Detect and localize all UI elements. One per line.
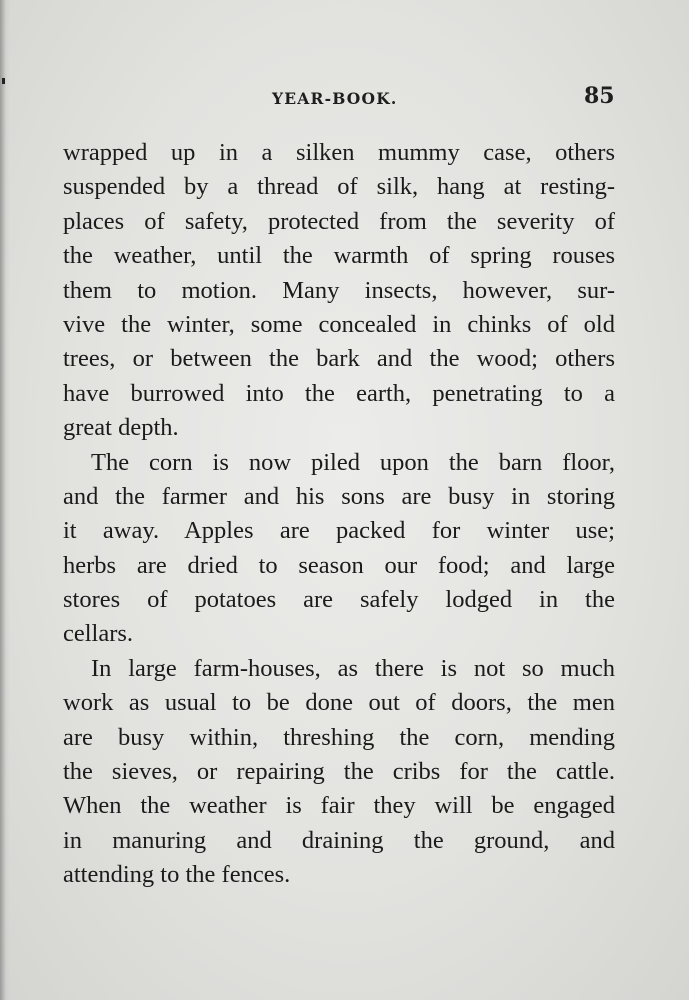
- text-line: great depth.: [63, 414, 179, 442]
- text-line: trees, or between the bark and the wood; others: [63, 345, 615, 373]
- text-line: them to motion. Many insects, however, sur-: [63, 276, 615, 304]
- text-line: vive the winter, some concealed in chinks of old: [63, 310, 615, 338]
- text-line: In large farm-houses, as there is not so much: [91, 654, 615, 682]
- text-line: and the farmer and his sons are busy in storing: [63, 482, 615, 510]
- text-line: The corn is now piled upon the barn floor,: [91, 448, 615, 476]
- text-line: are busy within, threshing the corn, mending: [63, 723, 615, 751]
- text-line: the sieves, or repairing the cribs for the cattle.: [63, 758, 615, 786]
- text-line: it away. Apples are packed for winter use;: [63, 517, 615, 545]
- text-line: in manuring and draining the ground, and: [63, 826, 615, 854]
- text-line: herbs are dried to season our food; and large: [63, 551, 615, 579]
- text-line: places of safety, protected from the severity of: [63, 207, 615, 235]
- text-line: attending to the fences.: [63, 861, 291, 889]
- running-head: YEAR-BOOK.: [272, 89, 398, 108]
- text-line: cellars.: [63, 620, 134, 648]
- text-line: have burrowed into the earth, penetrating to a: [63, 379, 615, 407]
- gutter-shadow: [0, 0, 10, 1000]
- text-line: When the weather is fair they will be engaged: [63, 792, 615, 820]
- text-line: wrapped up in a silken mummy case, others: [63, 139, 615, 166]
- body-text: [63, 136, 615, 893]
- text-line: suspended by a thread of silk, hang at resting-: [63, 173, 615, 201]
- text-line: stores of potatoes are safely lodged in the: [63, 586, 615, 614]
- text-line: work as usual to be done out of doors, the men: [63, 689, 615, 717]
- margin-mark: [2, 78, 5, 84]
- text-line: the weather, until the warmth of spring rouses: [63, 242, 615, 270]
- page-number: 85: [584, 83, 615, 109]
